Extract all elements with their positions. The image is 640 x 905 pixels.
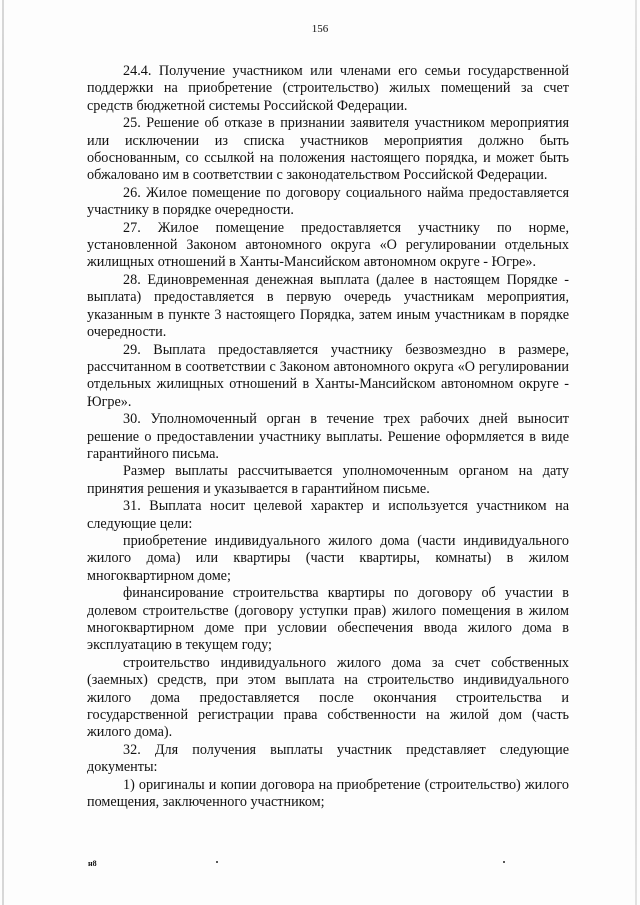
page-number: 156 — [311, 23, 329, 35]
paragraph-goal-own-construction: строительство индивидуального жилого дома за счет собственных (заемных) средств, при этом выплата на строительство индивидуального жилого дома предоставляется после окончания строительства и государственной регистрации права собственности на жилой дом (часть жилого дома). — [87, 654, 569, 741]
scan-edge-right — [635, 0, 637, 905]
paragraph-32-item-1: 1) оригиналы и копии договора на приобретение (строительство) жилого помещения, заключенного участником; — [87, 776, 569, 811]
paragraph-31: 31. Выплата носит целевой характер и используется участником на следующие цели: — [87, 498, 569, 532]
document-body — [87, 63, 569, 811]
scan-speck — [503, 861, 505, 863]
paragraph-30: 30. Уполномоченный орган в течение трех рабочих дней выносит решение о предоставлении участнику выплаты. Решение оформляется в виде гарантийного письма. — [87, 411, 569, 462]
paragraph-24-4: 24.4. Получение участником или членами его семьи государственной поддержки на приобретение (строительство) жилых помещений за счет средств бюджетной системы Российской Федерации. — [87, 63, 569, 114]
paragraph-26: 26. Жилое помещение по договору социального найма предоставляется участнику в порядке очередности. — [87, 184, 569, 219]
footer-code: н8 — [88, 859, 97, 868]
paragraph-27: 27. Жилое помещение предоставляется участнику по норме, установленной Законом автономного округа «О регулировании отдельных жилищных отношений в Ханты-Мансийском автономном округе - Югре». — [87, 219, 569, 271]
paragraph-payment-size: Размер выплаты рассчитывается уполномоченным органом на дату принятия решения и указывается в гарантийном письме. — [87, 463, 569, 497]
paragraph-25: 25. Решение об отказе в признании заявителя участником мероприятия или исключении из списка участников мероприятия должно быть обоснованным, со ссылкой на положения настоящего порядка, и может быть обжаловано им в соответствии с законодательством Российской Федерации. — [87, 115, 569, 184]
paragraph-goal-purchase: приобретение индивидуального жилого дома (части индивидуального жилого дома) или квартиры (части квартиры, комнаты) в жилом многоквартирном доме; — [87, 532, 569, 584]
scan-edge-left — [2, 0, 4, 905]
paragraph-28: 28. Единовременная денежная выплата (далее в настоящем Порядке - выплата) предоставляется в первую очередь участникам мероприятия, указанным в пункте 3 настоящего Порядка, затем иным участникам в порядке очередности. — [87, 271, 569, 341]
scan-speck — [216, 861, 218, 863]
paragraph-29: 29. Выплата предоставляется участнику безвозмездно в размере, рассчитанном в соответствии с Законом автономного округа «О регулировании отдельных жилищных отношений в Ханты-Мансийском автономном округе - Югре». — [87, 341, 569, 410]
paragraph-32: 32. Для получения выплаты участник представляет следующие документы: — [87, 741, 569, 776]
paragraph-goal-shared-construction: финансирование строительства квартиры по договору об участии в долевом строительстве (договору уступки прав) жилого помещения в жилом многоквартирном доме при условии обеспечения ввода жилого дома в эксплуатацию в текущем году; — [87, 585, 569, 654]
